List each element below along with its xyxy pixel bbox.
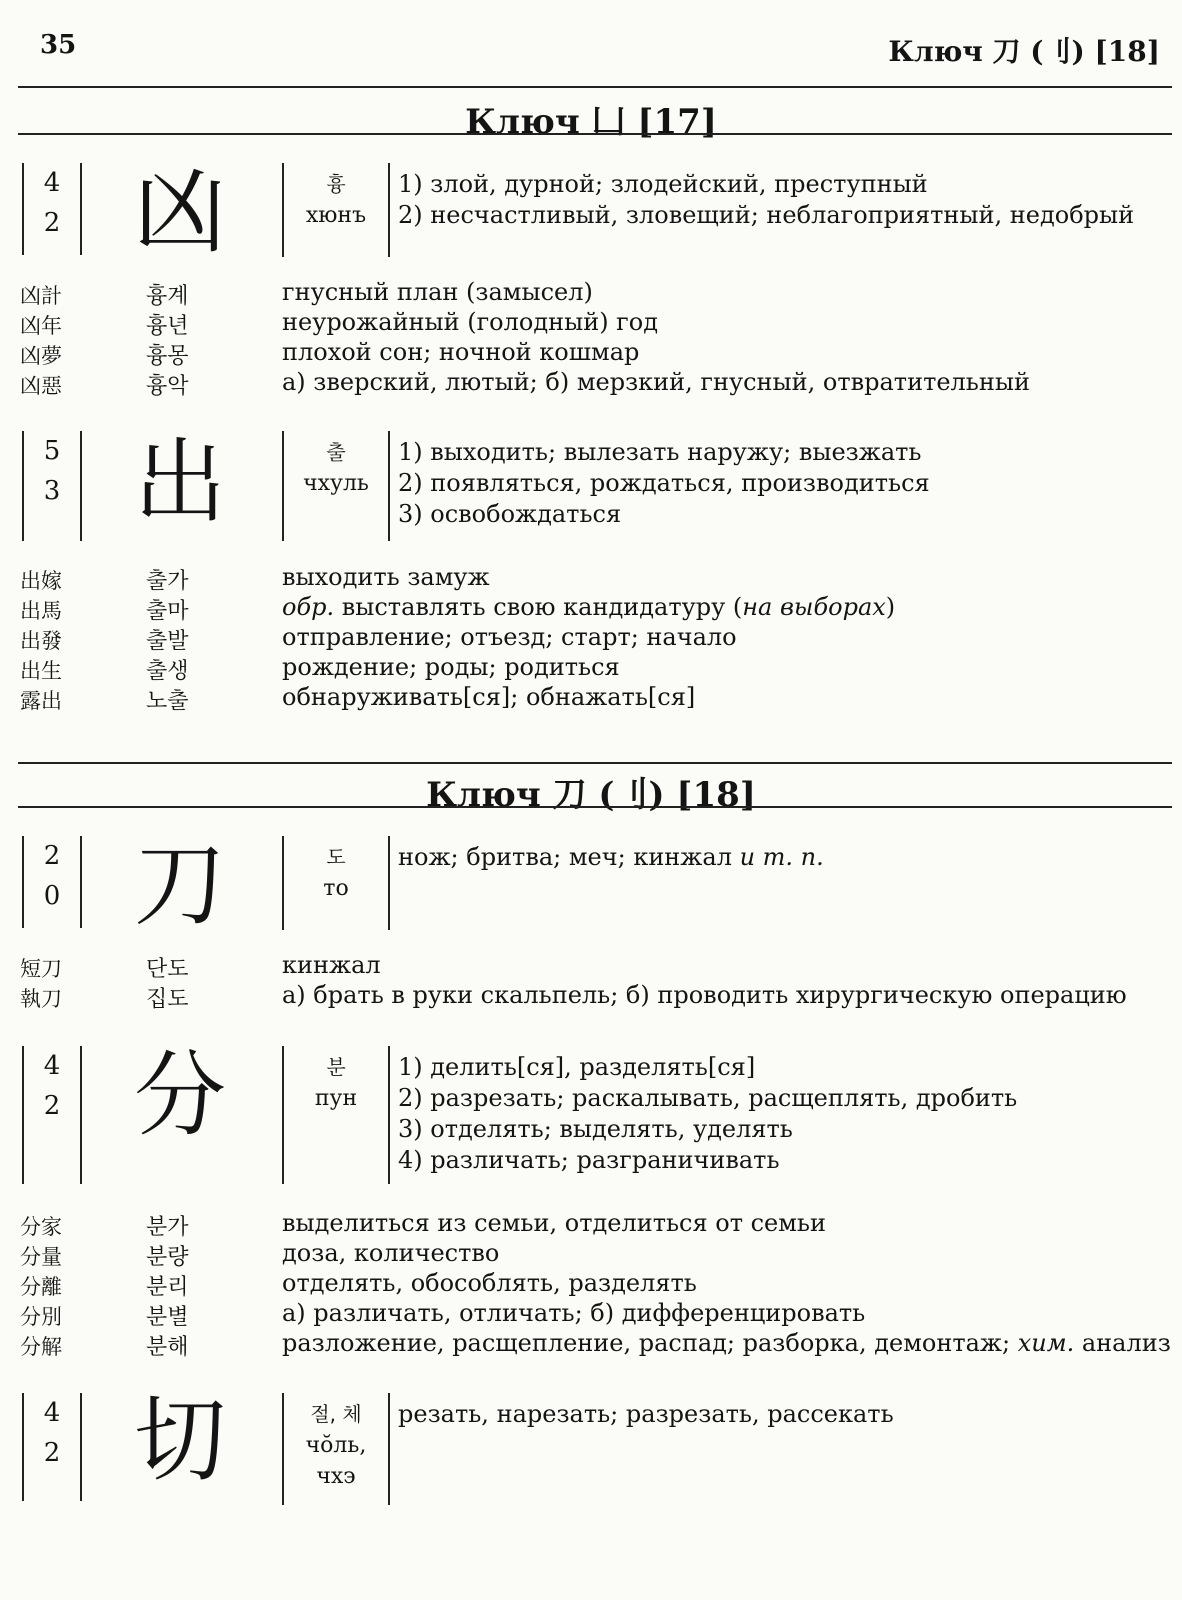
reading-box bbox=[282, 1393, 390, 1505]
compound-row bbox=[0, 1329, 1182, 1359]
reading-transcription: чхэ bbox=[316, 1464, 356, 1489]
stroke-residual: 3 bbox=[43, 476, 61, 506]
meaning-line: 2) несчастливый, зловещий; неблагоприятный, недобрый bbox=[398, 201, 1135, 229]
reading-hangul: 도 bbox=[326, 845, 346, 869]
compound-hanja: 執刀 bbox=[20, 987, 62, 1011]
compound-meaning: выделиться из семьи, отделиться от семьи bbox=[282, 1209, 826, 1237]
compound-row bbox=[0, 623, 1182, 653]
compound-hangul: 분리 bbox=[146, 1275, 189, 1300]
compound-hangul: 집도 bbox=[146, 987, 189, 1012]
reading-transcription: чŏль, bbox=[305, 1433, 367, 1458]
header-rule bbox=[18, 86, 1172, 88]
compound-meaning: плохой сон; ночной кошмар bbox=[282, 338, 640, 366]
compound-row bbox=[0, 683, 1182, 713]
compound-hanja: 凶夢 bbox=[20, 344, 62, 368]
compound-row bbox=[0, 981, 1182, 1011]
compound-meaning-suffix: анализ bbox=[1074, 1329, 1171, 1357]
compound-meaning bbox=[282, 1329, 1171, 1357]
compound-row bbox=[0, 1209, 1182, 1239]
stroke-residual: 2 bbox=[43, 208, 61, 238]
meaning-line: 2) разрезать; раскалывать, расщеплять, дробить bbox=[398, 1084, 1018, 1112]
usage-note: на выборах bbox=[742, 593, 886, 621]
meaning-line: резать, нарезать; разрезать, рассекать bbox=[398, 1400, 894, 1428]
compound-hanja: 分家 bbox=[20, 1215, 62, 1239]
reading-hangul: 출 bbox=[326, 440, 346, 464]
compound-meaning: а) зверский, лютый; б) мерзкий, гнусный, отвратительный bbox=[282, 368, 1030, 396]
compound-hangul: 흉계 bbox=[146, 284, 189, 309]
meanings bbox=[398, 163, 1172, 231]
compound-meaning-text: разложение, расщепление, распад; разборка, демонтаж; bbox=[282, 1329, 1018, 1357]
page-number: 35 bbox=[40, 30, 77, 60]
headword-character: 刀 bbox=[133, 832, 226, 939]
stroke-residual: 0 bbox=[43, 881, 61, 911]
compound-hanja: 凶年 bbox=[20, 314, 62, 338]
stroke-counts bbox=[22, 1046, 82, 1184]
compound-meaning: обнаруживать[ся]; обнажать[ся] bbox=[282, 683, 696, 711]
compound-hangul: 출발 bbox=[146, 629, 189, 654]
stroke-counts bbox=[22, 1393, 82, 1501]
compound-meaning-text: выставлять свою кандидатуру ( bbox=[341, 593, 743, 621]
compound-meaning: отправление; отъезд; старт; начало bbox=[282, 623, 737, 651]
stroke-residual: 2 bbox=[43, 1438, 61, 1468]
stroke-residual: 2 bbox=[43, 1091, 61, 1121]
compound-hangul: 출마 bbox=[146, 599, 189, 624]
meaning-line: 3) отделять; выделять, уделять bbox=[398, 1115, 793, 1143]
compound-meaning bbox=[282, 593, 895, 621]
compound-hanja: 凶惡 bbox=[20, 374, 62, 398]
reading-hangul: 절, 체 bbox=[310, 1402, 362, 1426]
compound-hangul: 출가 bbox=[146, 569, 189, 594]
section-rule bbox=[18, 762, 1172, 764]
compound-hangul: 흉년 bbox=[146, 314, 189, 339]
compound-hanja: 出嫁 bbox=[20, 569, 62, 593]
headword-character: 凶 bbox=[133, 159, 226, 266]
compound-hanja: 短刀 bbox=[20, 957, 62, 981]
compound-row bbox=[0, 368, 1182, 398]
abbreviation-label: хим. bbox=[1017, 1329, 1075, 1357]
compound-row bbox=[0, 563, 1182, 593]
compound-row bbox=[0, 653, 1182, 683]
compound-meaning: рождение; роды; родиться bbox=[282, 653, 620, 681]
compound-meaning: выходить замуж bbox=[282, 563, 490, 591]
compound-meaning: гнусный план (замысел) bbox=[282, 278, 593, 306]
section-rule bbox=[18, 806, 1172, 808]
meanings bbox=[398, 1393, 1172, 1430]
compound-meaning: а) брать в руки скальпель; б) проводить хирургическую операцию bbox=[282, 981, 1127, 1009]
compound-hangul: 분량 bbox=[146, 1245, 189, 1270]
running-head: Ключ 刀 (刂) [18] bbox=[888, 35, 1160, 68]
compound-meaning: доза, количество bbox=[282, 1239, 500, 1267]
compound-row bbox=[0, 1239, 1182, 1269]
compound-meaning-suffix: ) bbox=[885, 593, 896, 621]
compound-meaning: отделять, обособлять, разделять bbox=[282, 1269, 697, 1297]
compound-hanja: 分量 bbox=[20, 1245, 62, 1269]
meaning-line: 1) выходить; вылезать наружу; выезжать bbox=[398, 438, 922, 466]
meanings bbox=[398, 836, 1172, 873]
reading-box bbox=[282, 1046, 390, 1184]
compound-hanja: 出馬 bbox=[20, 599, 62, 623]
compound-hangul: 단도 bbox=[146, 957, 189, 982]
compound-hanja: 分解 bbox=[20, 1335, 62, 1359]
etc-abbreviation: и т. п. bbox=[739, 843, 824, 871]
compound-list bbox=[0, 951, 1182, 1011]
reading-box bbox=[282, 431, 390, 541]
compound-list bbox=[0, 1209, 1182, 1359]
stroke-counts bbox=[22, 163, 82, 255]
stroke-total: 4 bbox=[43, 1398, 61, 1428]
stroke-counts bbox=[22, 431, 82, 541]
compound-meaning: неурожайный (голодный) год bbox=[282, 308, 658, 336]
meaning-line: 3) освобождаться bbox=[398, 500, 622, 528]
stroke-counts bbox=[22, 836, 82, 928]
headword-character: 切 bbox=[133, 1387, 226, 1494]
meaning-line: 4) различать; разграничивать bbox=[398, 1146, 780, 1174]
compound-hanja: 出發 bbox=[20, 629, 62, 653]
meaning-line: 1) делить[ся], разделять[ся] bbox=[398, 1053, 756, 1081]
compound-hangul: 흉몽 bbox=[146, 344, 189, 369]
headword-character: 出 bbox=[133, 429, 226, 536]
compound-hanja: 凶計 bbox=[20, 284, 62, 308]
reading-hangul: 흉 bbox=[326, 172, 346, 196]
compound-hanja: 露出 bbox=[20, 689, 62, 713]
stroke-total: 2 bbox=[43, 841, 61, 871]
compound-row bbox=[0, 951, 1182, 981]
reading-box bbox=[282, 836, 390, 930]
meaning-line: 2) появляться, рождаться, производиться bbox=[398, 469, 930, 497]
reading-hangul: 분 bbox=[326, 1055, 346, 1079]
compound-row bbox=[0, 338, 1182, 368]
compound-hanja: 分離 bbox=[20, 1275, 62, 1299]
section-rule bbox=[18, 133, 1172, 135]
compound-hangul: 분해 bbox=[146, 1335, 189, 1360]
compound-meaning: а) различать, отличать; б) дифференцировать bbox=[282, 1299, 866, 1327]
reading-transcription: пун bbox=[314, 1086, 358, 1111]
compound-hangul: 흉악 bbox=[146, 374, 189, 399]
compound-hanja: 分別 bbox=[20, 1305, 62, 1329]
compound-hangul: 분가 bbox=[146, 1215, 189, 1240]
compound-list bbox=[0, 563, 1182, 713]
reading-transcription: чхуль bbox=[303, 471, 369, 496]
compound-row bbox=[0, 308, 1182, 338]
compound-row bbox=[0, 1269, 1182, 1299]
compound-hangul: 노출 bbox=[146, 689, 189, 714]
compound-hangul: 분별 bbox=[146, 1305, 189, 1330]
compound-meaning: кинжал bbox=[282, 951, 381, 979]
headword-character: 分 bbox=[133, 1042, 226, 1149]
reading-box bbox=[282, 163, 390, 257]
meaning-line: 1) злой, дурной; злодейский, преступный bbox=[398, 170, 928, 198]
reading-transcription: хюнъ bbox=[305, 203, 367, 228]
meaning-text: нож; бритва; меч; кинжал bbox=[398, 843, 740, 871]
section-heading-18: Ключ 刀 (刂) [18] bbox=[426, 775, 756, 815]
meaning-line bbox=[398, 842, 1172, 873]
compound-row bbox=[0, 278, 1182, 308]
stroke-total: 5 bbox=[43, 436, 61, 466]
compound-list bbox=[0, 278, 1182, 398]
abbreviation-label: обр. bbox=[282, 593, 335, 621]
reading-transcription: то bbox=[323, 876, 349, 901]
meanings bbox=[398, 1046, 1172, 1176]
stroke-total: 4 bbox=[43, 1051, 61, 1081]
compound-hangul: 출생 bbox=[146, 659, 189, 684]
compound-row bbox=[0, 593, 1182, 623]
compound-hanja: 出生 bbox=[20, 659, 62, 683]
meanings bbox=[398, 431, 1172, 530]
compound-row bbox=[0, 1299, 1182, 1329]
section-heading-17: Ключ 凵 [17] bbox=[465, 102, 717, 142]
stroke-total: 4 bbox=[43, 168, 61, 198]
